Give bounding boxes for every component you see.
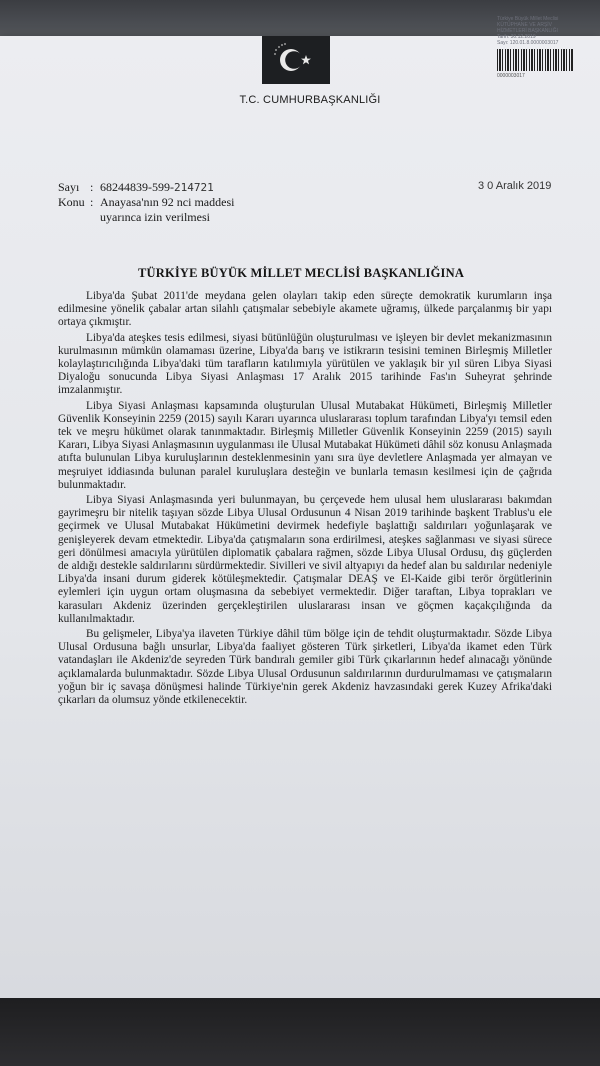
sayi-value: 68244839-599- (100, 180, 174, 194)
barcode-number: 0000003017 (497, 73, 525, 79)
stamp-line: Sayı: 120.01.8.0000003017 (497, 40, 559, 46)
institution-name: T.C. CUMHURBAŞKANLIĞI (239, 94, 381, 106)
archive-stamp (497, 16, 583, 79)
konu-label: Konu (58, 195, 85, 209)
paragraph: Bu gelişmeler, Libya'ya ilaveten Türkiye dâhil tüm bölge için de tehdit oluşturmaktadır. Sözde Libya Ulusal Ordusuna bağlı unsurlar, Libya'da faaliyet gösteren Türk şirketleri, Libya'da ikamet eden Türk vatandaşları ile Akdeniz'de seyreden Türk bandıralı gemiler gibi Türk çıkarlarının hedef alınacağı yönünde açıklamalarda bulunmaktadır. Sözde Libya Ulusal Ordusunun saldırılarının durdurulmaması ve çatışmaların yoğun bir iç savaşa dönüşmesi halinde Türkiye'nin gerek Akdeniz havzasındaki gerek Kuzey Afrika'daki çıkarları da olumsuz yönde etkilenecektir. (58, 628, 552, 707)
background-bottom (0, 998, 600, 1066)
document-body (58, 290, 552, 709)
stamp-line: Türkiye Büyük Millet Meclisi (497, 16, 559, 22)
sayi-handwritten: 214721 (174, 181, 214, 194)
stamp-line: KÜTÜPHANE VE ARŞİV (497, 22, 553, 28)
konu-line2: uyarınca izin verilmesi (100, 210, 210, 224)
document-date: 3 0 Aralık 2019 (478, 180, 552, 192)
konu-line1: Anayasa'nın 92 nci maddesi (100, 195, 235, 209)
paragraph: Libya Siyasi Anlaşması kapsamında oluşturulan Ulusal Mutabakat Hükümeti, Birleşmiş Milletler Güvenlik Konseyinin 2259 (2015) sayılı Kararı uyarınca uluslararası toplum tarafından Libya'yı temsil eden tek ve meşru hükümet olarak tanınmaktadır. Birleşmiş Milletler Güvenlik Konseyinin 2259 (2015) sayılı Kararı, Libya Siyasi Anlaşmasının uygulanması ile Ulusal Mutabakat Hükümeti dâhil söz konusu Anlaşmada atıfta bulunulan Libya kuruluşlarının desteklenmesinin yanı sıra üye devletlere Anlaşmada yer almayan ve meşruiyet iddiasında bulunan paralel kuruluşlara desteğin ve bunlarla temasın kesilmesi için de çağrıda bulunmaktadır. (58, 399, 552, 491)
konu-row-2 (58, 210, 234, 225)
colon: : (90, 180, 94, 194)
barcode (497, 49, 573, 71)
stamp-line: HİZMETLERİ BAŞKANLIĞI (497, 28, 558, 34)
sayi-label: Sayı (58, 180, 80, 194)
paragraph: Libya'da Şubat 2011'de meydana gelen olayları takip eden süreçte demokratik kurumların inşa edilmesine yönelik çabalar artan silahlı çatışmalar sebebiyle akamete uğramış, ülkede parçalanmış bir yapı ortaya çıkmıştır. (58, 290, 552, 329)
document-meta (58, 180, 234, 225)
konu-row (58, 195, 234, 210)
addressee-heading: TÜRKİYE BÜYÜK MİLLET MECLİSİ BAŞKANLIĞINA (137, 266, 465, 280)
paragraph: Libya'da ateşkes tesis edilmesi, siyasi bütünlüğün oluşturulması ve işleyen bir devlet mekanizmasının kurulmasının mümkün olamaması üzerine, Libya'da barış ve istikrarın tesisini teminen Birleşmiş Milletler kolaylaştırıcılığında Libya'daki tüm tarafların katılımıyla yürütülen ve yaklaşık bir yıl süren Libya Siyasi Diyaloğu sonucunda Libya Siyasi Anlaşması 17 Aralık 2015 tarihinde Fas'ın Suheyrat şehrinde imzalanmıştır. (58, 331, 552, 397)
sayi-row (58, 180, 234, 195)
colon: : (90, 195, 94, 209)
star-crescent-emblem-icon (262, 36, 330, 84)
paragraph: Libya Siyasi Anlaşmasında yeri bulunmayan, bu çerçevede hem ulusal hem uluslararası bakımdan gayrimeşru bir nitelik taşıyan sözde Libya Ulusal Ordusunun 4 Nisan 2019 tarihinde başkent Trablus'u ele geçirmek ve Ulusal Mutabakat Hükümetini devirmek hedefiyle başlattığı saldırıları yoğunlaşarak ve genişleyerek devam etmektedir. Libya'da çatışmaların sona erdirilmesi, ateşkes sağlanması ve siyasi sürece geri dönülmesi amacıyla yürütülen diplomatik çabalara rağmen, sözde Libya Ulusal Ordusu, dış güçlerden de aldığı destekle saldırılarını sürdürmektedir. Sivilleri ve sivil altyapıyı da hedef alan bu saldırılar nedeniyle Libya'da insani durum giderek kötüleşmektedir. Çatışmalar DEAŞ ve El-Kaide gibi terör örgütlerinin eylemleri için uygun ortam oluşmasına da sebebiyet vermektedir. Diğer taraftan, Libya toprakları ve karasuları Akdeniz üzerinden gerçekleştirilen uluslararası insan ve göçmen kaçakçılığında da kullanılmaktadır. (58, 494, 552, 625)
stamp-line: Tarih: 30.12.2019 (497, 34, 536, 40)
